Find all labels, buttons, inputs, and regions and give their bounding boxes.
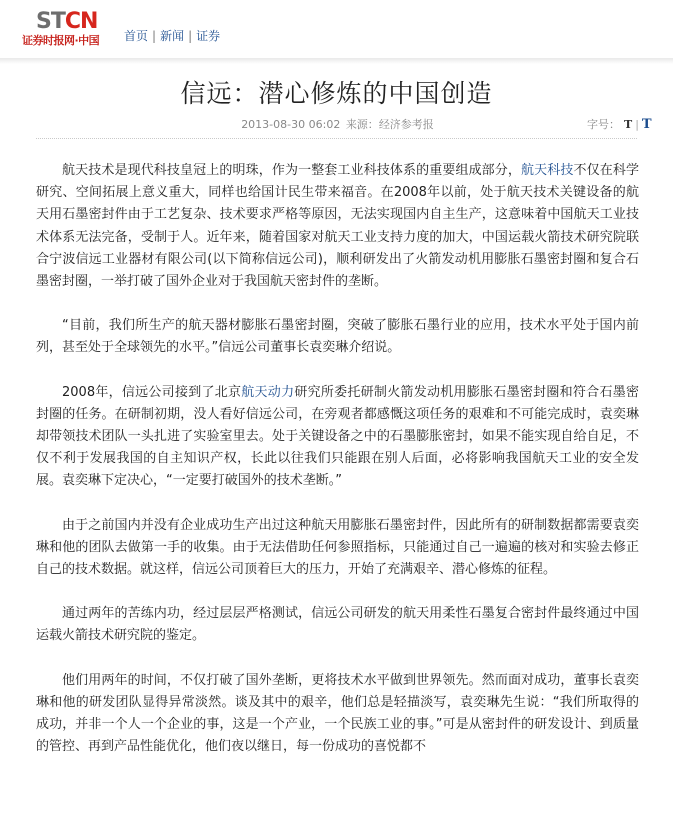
breadcrumb-securities[interactable]: 证券 bbox=[196, 29, 221, 43]
font-size-label: 字号： bbox=[587, 118, 620, 131]
header-shadow bbox=[0, 58, 673, 64]
title-divider bbox=[36, 138, 637, 139]
paragraph: 通过两年的苦练内功，经过层层严格测试，信远公司研发的航天用柔性石墨复合密封件最终通过中国运载火箭技术研究院的鉴定。 bbox=[36, 606, 639, 644]
article-title: 信远：潜心修炼的中国创造 bbox=[180, 79, 493, 108]
paragraph: 航天技术是现代科技皇冠上的明珠，作为一整套工业科技体系的重要组成部分，航天科技不仅在科学研究、空间拓展上意义重大，同样也给国计民生带来福音。在2008年以前，处于航天技术关键设备的航天用石墨密封件由于工艺复杂、技术要求严格等原因，无法实现国内自主生产，这意味着中国航天工业技术体系无法完备，受制于人。近年来，随着国家对航天工业支持力度的加大，中国运载火箭技术研究院联合宁波信远工业器材有限公司(以下简称信远公司)，顺利研发出了火箭发动机用膨胀石墨密封圈和复合石墨密封圈，一举打破了国外企业对于我国航天密封件的垄断。 bbox=[36, 163, 639, 290]
font-size-control bbox=[587, 118, 652, 132]
paragraph: “目前，我们所生产的航天器材膨胀石墨密封圈，突破了膨胀石墨行业的应用，技术水平处于国内前列，甚至处于全球领先的水平。”信远公司董事长袁奕琳介绍说。 bbox=[36, 318, 639, 356]
breadcrumb-separator: | bbox=[188, 29, 193, 43]
font-small-button[interactable]: T bbox=[624, 118, 633, 131]
breadcrumb-news[interactable]: 新闻 bbox=[160, 29, 185, 43]
paragraph: 由于之前国内并没有企业成功生产出过这种航天用膨胀石墨密封件，因此所有的研制数据都需要袁奕琳和他的团队去做第一手的收集。由于无法借助任何参照指标，只能通过自己一遍遍的核对和实验去修正自己的技术数据。就这样，信远公司顶着巨大的压力，开始了充满艰辛、潜心修炼的征程。 bbox=[36, 517, 639, 578]
source-label: 来源： bbox=[345, 118, 379, 131]
stock-link-aerospace-power[interactable]: 航天动力 bbox=[241, 384, 295, 400]
site-header bbox=[0, 0, 673, 60]
logo-subtitle: 证券时报网·中国 bbox=[22, 34, 100, 47]
article-body bbox=[36, 160, 639, 780]
font-size-separator: | bbox=[635, 118, 639, 131]
article-date: 2013-08-30 06:02 bbox=[241, 118, 341, 131]
paragraph: 2008年，信远公司接到了北京航天动力研究所委托研制火箭发动机用膨胀石墨密封圈和符合石墨密封圈的任务。在研制初期，没人看好信远公司，在旁观者都感慨这项任务的艰难和不可能完成时，袁奕琳却带领技术团队一头扎进了实验室里去。处于关键设备之中的石墨膨胀密封，如果不能实现自给自足，不仅不利于发展我国的自主知识产权，长此以往我们只能跟在别人后面，必将影响我国航天工业的安全发展。袁奕琳下定决心，“一定要打破国外的技术垄断。” bbox=[36, 384, 639, 489]
font-large-button[interactable]: T bbox=[641, 117, 652, 132]
article-source: 经济参考报 bbox=[378, 118, 434, 131]
article-meta bbox=[0, 118, 673, 132]
breadcrumb-home[interactable]: 首页 bbox=[124, 29, 149, 43]
stcn-logo[interactable] bbox=[22, 9, 114, 49]
logo-mark: STCN bbox=[36, 9, 98, 34]
breadcrumb-separator: | bbox=[152, 29, 157, 43]
stock-link-aerospace-tech[interactable]: 航天科技 bbox=[521, 163, 574, 178]
paragraph: 他们用两年的时间，不仅打破了国外垄断，更将技术水平做到世界领先。然而面对成功，董事长袁奕琳和他的研发团队显得异常淡然。谈及其中的艰辛，他们总是轻描淡写，袁奕琳先生说：“我们所取得的成功，并非一个人一个企业的事，这是一个产业，一个民族工业的事。”可是从密封件的研发设计、到质量的管控、再到产品性能优化，他们夜以继日，每一份成功的喜悦都不 bbox=[36, 672, 639, 755]
breadcrumb bbox=[124, 28, 220, 44]
